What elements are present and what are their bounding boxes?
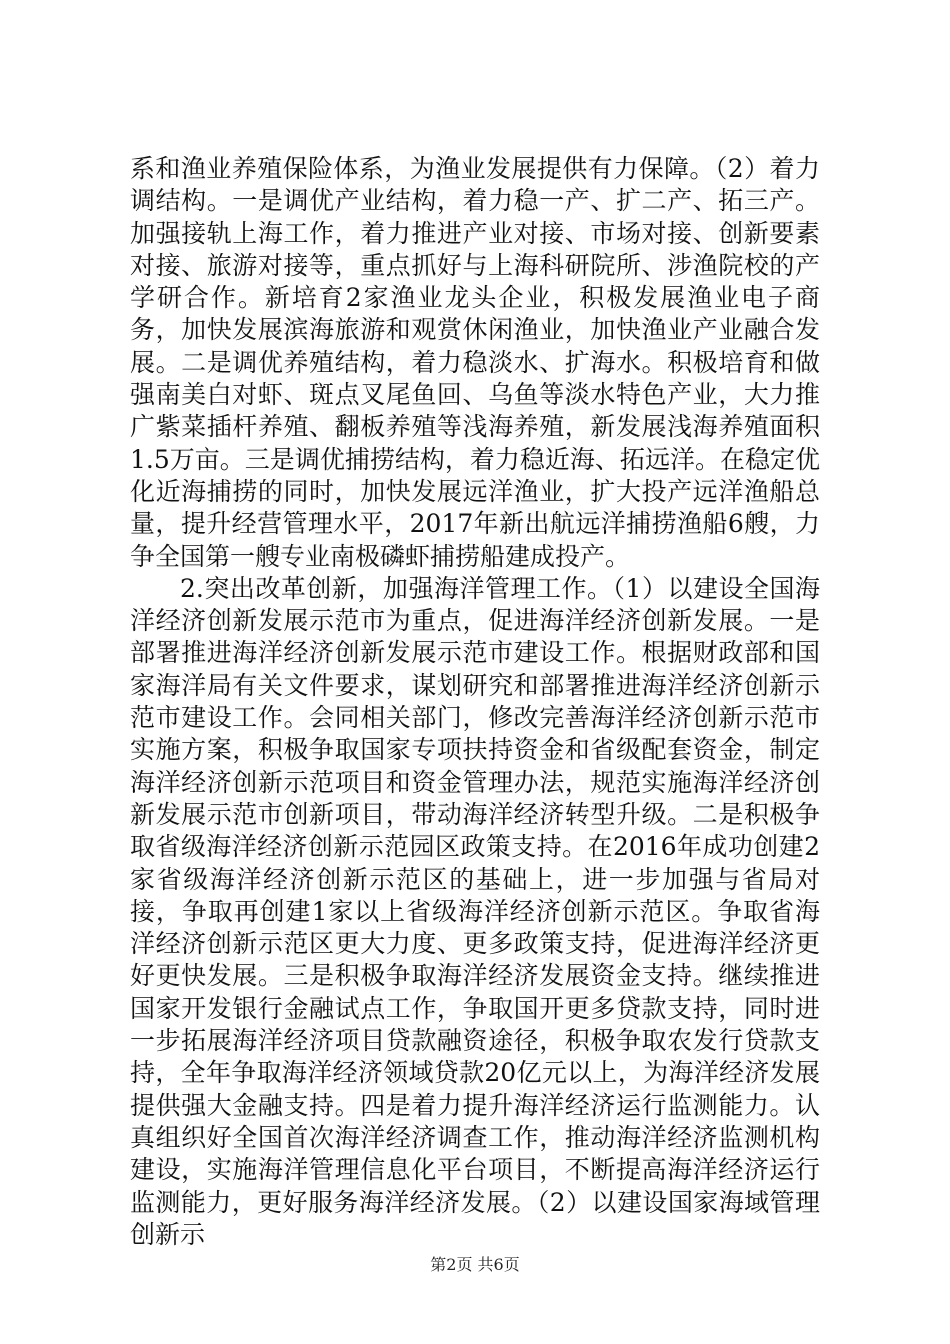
paragraph-continuation: 系和渔业养殖保险体系，为渔业发展提供有力保障。（2）着力调结构。一是调优产业结构，着力稳一产、扩二产、拓三产。加强接轨上海工作，着力推进产业对接、市场对接、创新要素对接、旅游对接等，重点抓好与上海科研院所、涉渔院校的产学研合作。新培育2家渔业龙头企业，积极发展渔业电子商务，加快发展滨海旅游和观赏休闲渔业，加快渔业产业融合发展。二是调优养殖结构，着力稳淡水、扩海水。积极培育和做强南美白对虾、斑点叉尾鱼回、乌鱼等淡水特色产业，大力推广紫菜插杆养殖、翻板养殖等浅海养殖，新发展浅海养殖面积1.5万亩。三是调优捕捞结构，着力稳近海、拓远洋。在稳定优化近海捕捞的同时，加快发展远洋渔业，扩大投产远洋渔船总量，提升经营管理水平，2017年新出航远洋捕捞渔船6艘，力争全国第一艘专业南极磷虾捕捞船建成投产。 [130, 154, 820, 571]
document-body [130, 153, 820, 1251]
page-footer: 第2页 共6页 [430, 1255, 520, 1274]
paragraph-reform-innovation: 2.突出改革创新，加强海洋管理工作。（1）以建设全国海洋经济创新发展示范市为重点，促进海洋经济创新发展。一是部署推进海洋经济创新发展示范市建设工作。根据财政部和国家海洋局有关文件要求，谋划研究和部署推进海洋经济创新示范市建设工作。会同相关部门，修改完善海洋经济创新示范市实施方案，积极争取国家专项扶持资金和省级配套资金，制定海洋经济创新示范项目和资金管理办法，规范实施海洋经济创新发展示范市创新项目，带动海洋经济转型升级。二是积极争取省级海洋经济创新示范园区政策支持。在2016年成功创建2家省级海洋经济创新示范区的基础上，进一步加强与省局对接，争取再创建1家以上省级海洋经济创新示范区。争取省海洋经济创新示范区更大力度、更多政策支持，促进海洋经济更好更快发展。三是积极争取海洋经济发展资金支持。继续推进国家开发银行金融试点工作，争取国开更多贷款支持，同时进一步拓展海洋经济项目贷款融资途径，积极争取农发行贷款支持，全年争取海洋经济领域贷款20亿元以上，为海洋经济发展提供强大金融支持。四是着力提升海洋经济运行监测能力。认真组织好全国首次海洋经济调查工作，推动海洋经济监测机构建设，实施海洋管理信息化平台项目，不断提高海洋经济运行监测能力，更好服务海洋经济发展。（2）以建设国家海域管理创新示 [130, 573, 820, 1249]
